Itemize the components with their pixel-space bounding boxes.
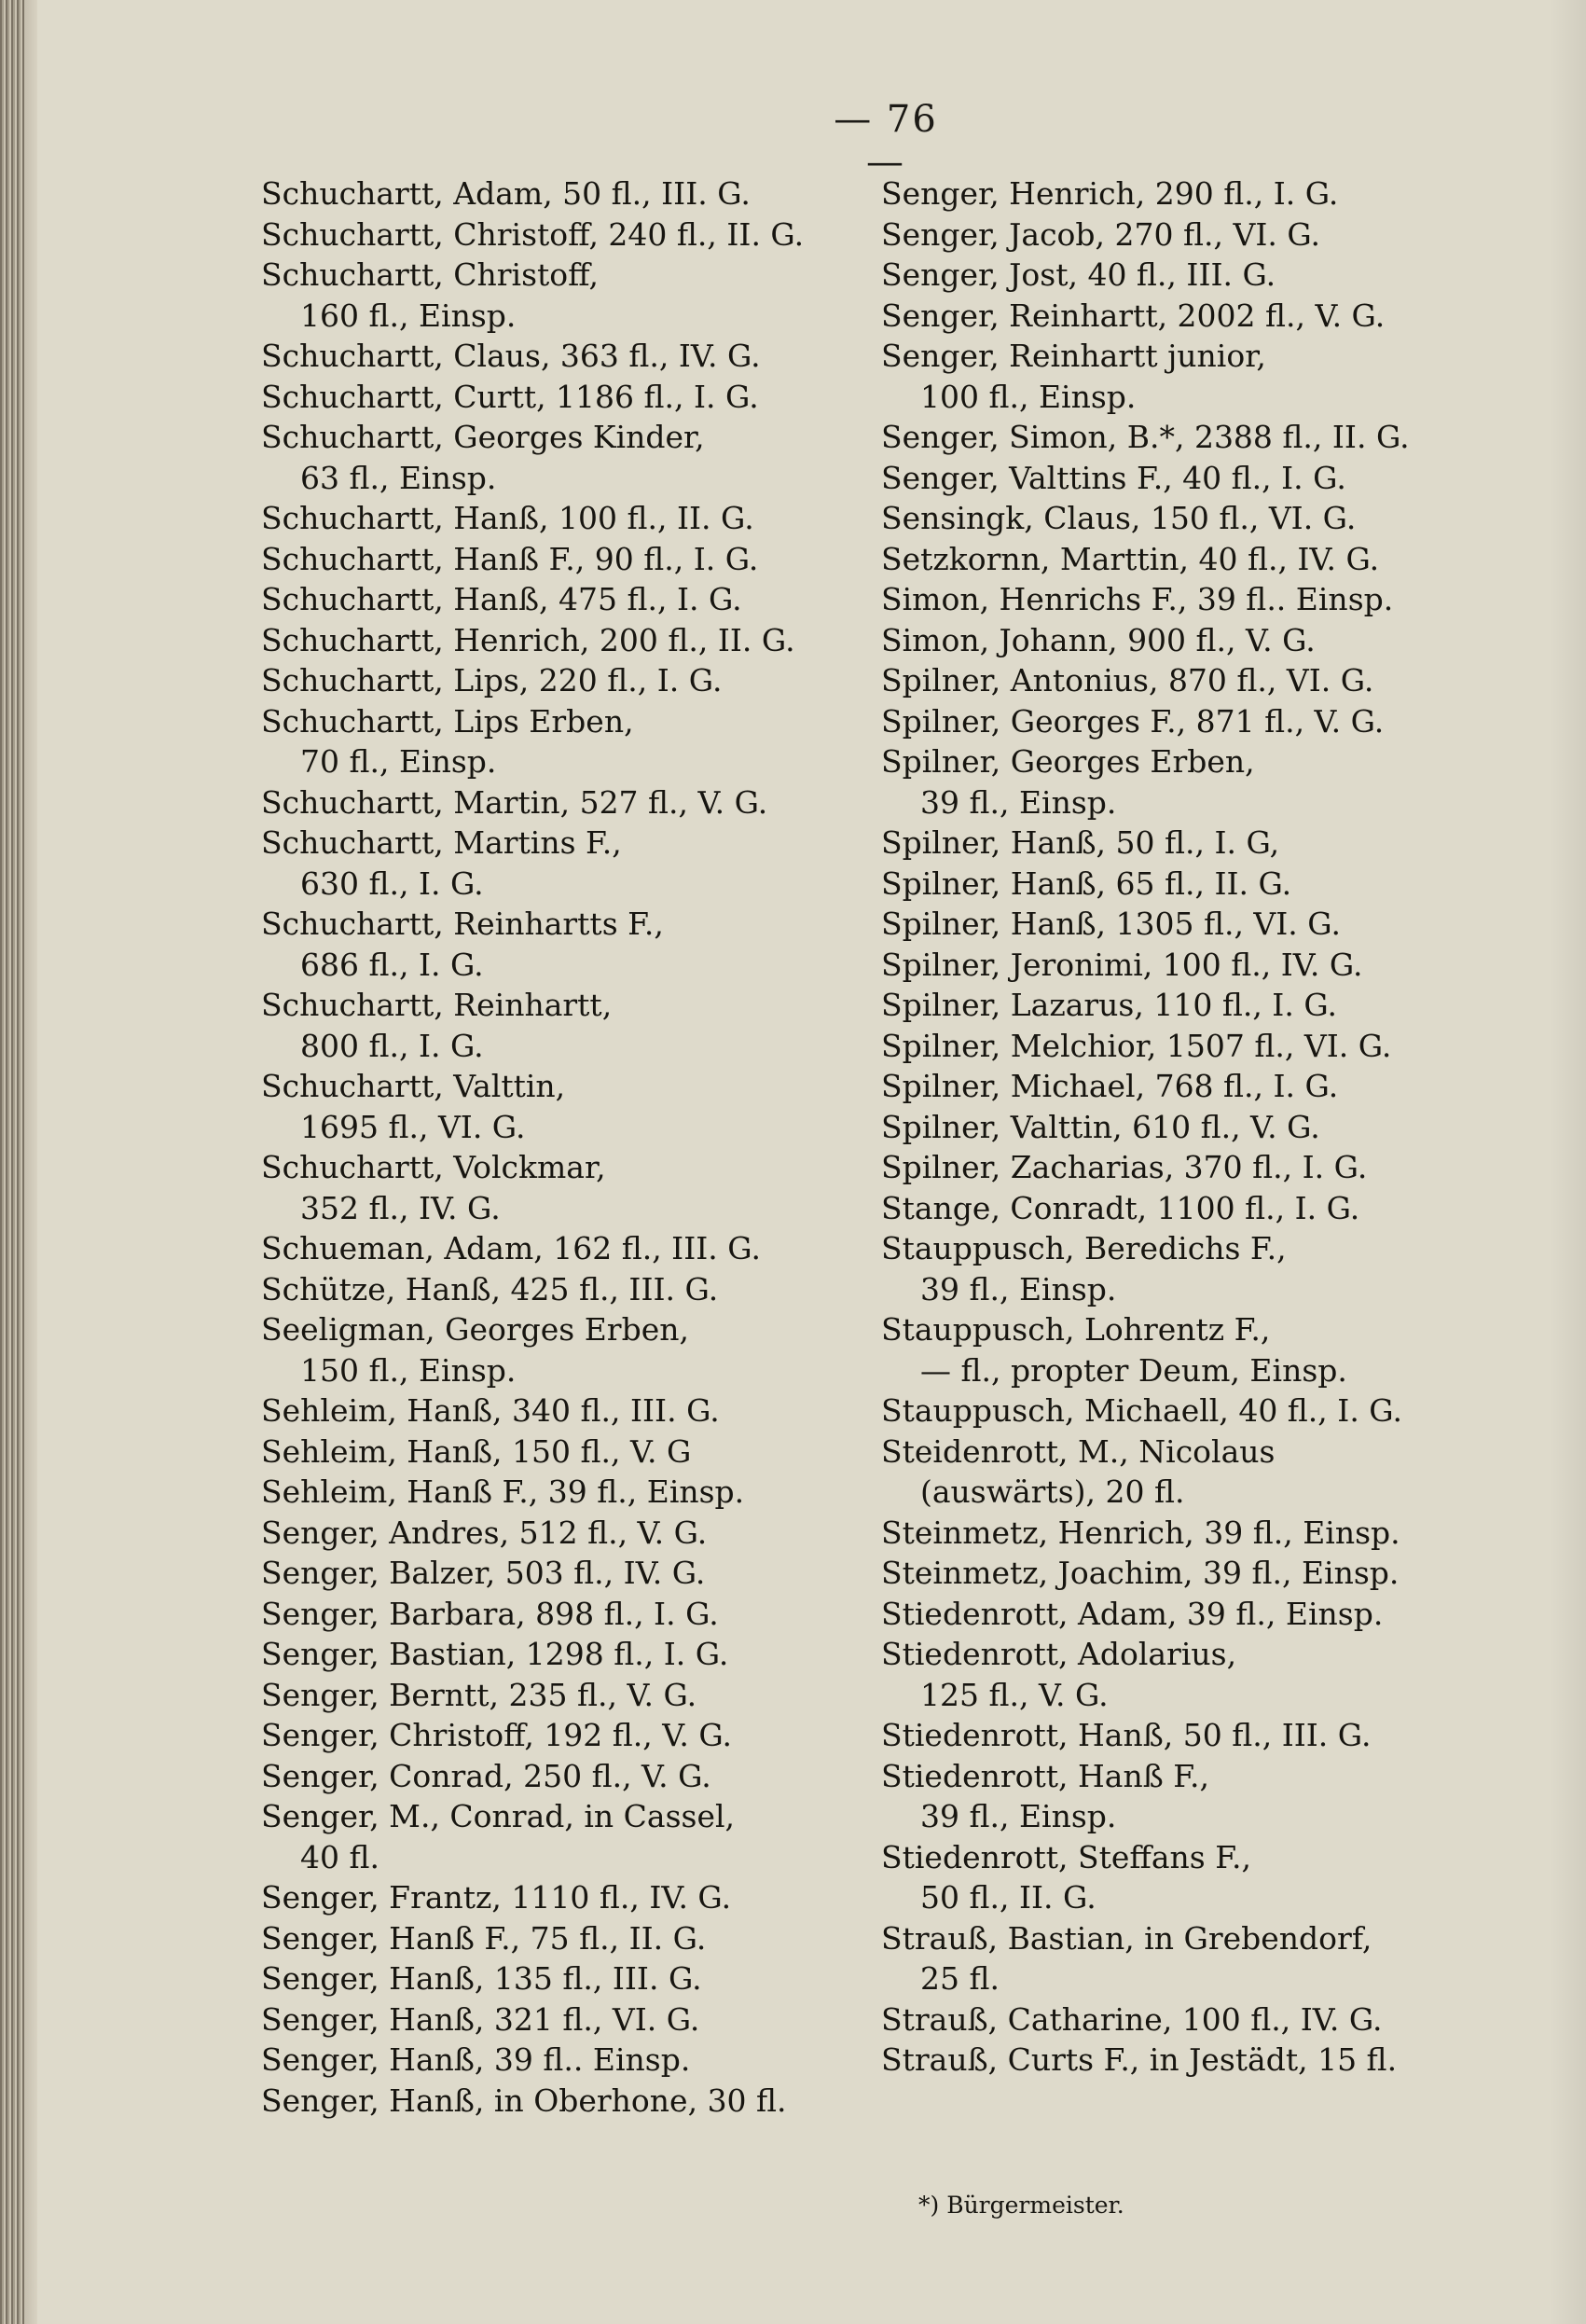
footnote: *) Bürgermeister. xyxy=(918,2192,1124,2219)
entry-continuation-line: 63 fl., Einsp. xyxy=(300,459,497,496)
entry-line: Senger, Reinhartt, 2002 fl., V. G. xyxy=(881,297,1386,334)
directory-entry xyxy=(261,701,858,782)
entry-line: Schuchartt, Christoff, 240 fl., II. G. xyxy=(261,215,805,253)
directory-entry xyxy=(261,1432,858,1473)
directory-entry xyxy=(261,377,858,418)
directory-entry xyxy=(261,1228,858,1269)
entry-line: Strauß, Bastian, in Grebendorf, xyxy=(881,1919,1372,1957)
entry-line: Schütze, Hanß, 425 fl., III. G. xyxy=(261,1270,719,1307)
directory-entry xyxy=(261,1999,858,2040)
directory-entry xyxy=(261,1634,858,1675)
entry-line: Spilner, Valttin, 610 fl., V. G. xyxy=(881,1108,1320,1145)
directory-entry xyxy=(261,1958,858,1999)
entry-line: Senger, Hanß, 39 fl.. Einsp. xyxy=(261,2041,691,2078)
entry-line: Senger, Christoff, 192 fl., V. G. xyxy=(261,1717,732,1753)
entry-line: Spilner, Hanß, 50 fl., I. G, xyxy=(881,824,1280,861)
directory-entry xyxy=(261,1513,858,1554)
entry-continuation-line: 125 fl., V. G. xyxy=(920,1676,1109,1713)
entry-line: Stiedenrott, Hanß F., xyxy=(881,1757,1209,1794)
entry-line: Senger, Barbara, 898 fl., I. G. xyxy=(261,1595,719,1632)
directory-entry xyxy=(261,1472,858,1513)
entry-continuation-line: 686 fl., I. G. xyxy=(300,946,484,983)
directory-entry xyxy=(881,1026,1496,1067)
directory-entry xyxy=(261,539,858,580)
directory-entry xyxy=(881,864,1496,905)
book-binding-edge xyxy=(0,0,24,2324)
entry-line: Schuchartt, Georges Kinder, xyxy=(261,419,705,455)
directory-entry xyxy=(881,255,1496,296)
entry-line: Senger, Hanß, 135 fl., III. G. xyxy=(261,1960,702,1997)
entry-continuation-line: — fl., propter Deum, Einsp. xyxy=(920,1351,1347,1389)
directory-entry xyxy=(261,620,858,661)
entry-line: Spilner, Michael, 768 fl., I. G. xyxy=(881,1068,1339,1104)
directory-entry xyxy=(881,2040,1496,2081)
entry-line: Senger, Simon, B.*, 2388 fl., II. G. xyxy=(881,419,1410,455)
entry-line: Senger, Andres, 512 fl., V. G. xyxy=(261,1514,708,1551)
directory-entry xyxy=(881,945,1496,986)
entry-line: Sehleim, Hanß F., 39 fl., Einsp. xyxy=(261,1473,745,1510)
entry-line: Spilner, Zacharias, 370 fl., I. G. xyxy=(881,1149,1368,1185)
directory-entry xyxy=(261,1877,858,1918)
directory-entry xyxy=(261,985,858,1066)
entry-line: Spilner, Hanß, 65 fl., II. G. xyxy=(881,865,1292,902)
entry-line: Stiedenrott, Adolarius, xyxy=(881,1636,1237,1672)
entry-line: Spilner, Georges Erben, xyxy=(881,743,1255,780)
directory-entry xyxy=(261,660,858,701)
directory-entry xyxy=(881,1147,1496,1188)
entry-line: Sehleim, Hanß, 150 fl., V. G xyxy=(261,1432,692,1470)
directory-entry xyxy=(261,1594,858,1635)
directory-entry xyxy=(881,296,1496,337)
directory-entry xyxy=(261,579,858,620)
entry-line: Schuchartt, Claus, 363 fl., IV. G. xyxy=(261,338,761,374)
directory-entry xyxy=(261,1147,858,1228)
entry-line: Schuchartt, Henrich, 200 fl., II. G. xyxy=(261,621,795,658)
entry-line: Senger, Bastian, 1298 fl., I. G. xyxy=(261,1636,729,1672)
directory-entry xyxy=(881,173,1496,214)
entry-line: Schuchartt, Curtt, 1186 fl., I. G. xyxy=(261,378,759,415)
directory-entry xyxy=(261,2040,858,2081)
entry-line: Stiedenrott, Adam, 39 fl., Einsp. xyxy=(881,1595,1384,1632)
entry-line: Stauppusch, Beredichs F., xyxy=(881,1230,1287,1266)
directory-entry xyxy=(881,741,1496,823)
left-column xyxy=(261,173,858,2121)
directory-entry xyxy=(881,498,1496,539)
entry-line: Schuchartt, Martin, 527 fl., V. G. xyxy=(261,783,768,821)
entry-line: Schuchartt, Valttin, xyxy=(261,1068,566,1104)
entry-line: Strauß, Curts F., in Jestädt, 15 fl. xyxy=(881,2041,1398,2078)
entry-line: Senger, Balzer, 503 fl., IV. G. xyxy=(261,1555,706,1591)
right-column xyxy=(881,173,1496,2081)
entry-continuation-line: 39 fl., Einsp. xyxy=(920,1270,1117,1307)
directory-entry xyxy=(881,1066,1496,1107)
page-shadow xyxy=(1549,0,1586,2324)
directory-entry xyxy=(881,701,1496,742)
directory-entry xyxy=(881,1594,1496,1635)
directory-entry xyxy=(881,985,1496,1026)
directory-entry xyxy=(261,823,858,904)
directory-entry xyxy=(881,417,1496,458)
directory-entry xyxy=(881,904,1496,945)
entry-continuation-line: 50 fl., II. G. xyxy=(920,1879,1096,1916)
entry-continuation-line: 40 fl. xyxy=(300,1838,379,1875)
entry-line: Simon, Johann, 900 fl., V. G. xyxy=(881,621,1316,658)
directory-entry xyxy=(261,255,858,336)
directory-entry xyxy=(881,336,1496,417)
entry-continuation-line: 70 fl., Einsp. xyxy=(300,743,497,780)
directory-entry xyxy=(881,458,1496,499)
directory-entry xyxy=(261,1756,858,1797)
entry-line: Senger, Conrad, 250 fl., V. G. xyxy=(261,1757,711,1794)
directory-entry xyxy=(881,1837,1496,1918)
entry-line: Steidenrott, M., Nicolaus xyxy=(881,1432,1276,1470)
entry-line: Spilner, Hanß, 1305 fl., VI. G. xyxy=(881,906,1341,942)
entry-line: Schuchartt, Reinhartt, xyxy=(261,987,613,1023)
directory-entry xyxy=(881,1390,1496,1432)
entry-continuation-line: (auswärts), 20 fl. xyxy=(920,1473,1185,1510)
entry-line: Schuchartt, Reinhartts F., xyxy=(261,906,664,942)
entry-line: Simon, Henrichs F., 39 fl.. Einsp. xyxy=(881,581,1394,617)
directory-entry xyxy=(261,1553,858,1594)
directory-entry xyxy=(881,1107,1496,1148)
page-number: — 76 — xyxy=(834,98,938,184)
directory-entry xyxy=(881,823,1496,864)
entry-line: Steinmetz, Joachim, 39 fl., Einsp. xyxy=(881,1555,1400,1591)
entry-continuation-line: 352 fl., IV. G. xyxy=(300,1189,501,1226)
directory-entry xyxy=(261,1066,858,1147)
entry-line: Spilner, Antonius, 870 fl., VI. G. xyxy=(881,662,1374,699)
entry-line: Spilner, Melchior, 1507 fl., VI. G. xyxy=(881,1027,1392,1064)
directory-entry xyxy=(881,1228,1496,1309)
entry-continuation-line: 39 fl., Einsp. xyxy=(920,1798,1117,1834)
directory-entry xyxy=(881,1715,1496,1756)
entry-line: Stiedenrott, Steffans F., xyxy=(881,1838,1251,1875)
directory-entry xyxy=(881,660,1496,701)
entry-continuation-line: 800 fl., I. G. xyxy=(300,1027,484,1064)
entry-line: Senger, Hanß, 321 fl., VI. G. xyxy=(261,2000,700,2038)
directory-entry xyxy=(261,1675,858,1716)
entry-line: Senger, Frantz, 1110 fl., IV. G. xyxy=(261,1879,732,1916)
entry-line: Senger, M., Conrad, in Cassel, xyxy=(261,1798,736,1834)
directory-entry xyxy=(881,1918,1496,1999)
entry-line: Schuchartt, Christoff, xyxy=(261,256,599,293)
entry-line: Senger, Reinhartt junior, xyxy=(881,338,1266,374)
directory-entry xyxy=(881,1553,1496,1594)
entry-continuation-line: 25 fl. xyxy=(920,1960,1000,1997)
directory-entry xyxy=(881,1432,1496,1513)
entry-line: Schuchartt, Hanß, 475 fl., I. G. xyxy=(261,581,742,617)
entry-line: Senger, Hanß, in Oberhone, 30 fl. xyxy=(261,2082,787,2119)
directory-entry xyxy=(261,417,858,498)
entry-line: Spilner, Georges F., 871 fl., V. G. xyxy=(881,702,1385,740)
entry-line: Stiedenrott, Hanß, 50 fl., III. G. xyxy=(881,1717,1372,1753)
entry-continuation-line: 160 fl., Einsp. xyxy=(300,297,517,334)
entry-line: Setzkornn, Marttin, 40 fl., IV. G. xyxy=(881,540,1380,577)
entry-line: Schuchartt, Adam, 50 fl., III. G. xyxy=(261,175,751,212)
entry-line: Seeligman, Georges Erben, xyxy=(261,1311,689,1348)
directory-entry xyxy=(261,2081,858,2122)
entry-line: Senger, Henrich, 290 fl., I. G. xyxy=(881,175,1339,212)
directory-entry xyxy=(881,1188,1496,1229)
directory-entry xyxy=(261,336,858,377)
entry-line: Schuchartt, Martins F., xyxy=(261,824,622,861)
entry-line: Schuchartt, Hanß F., 90 fl., I. G. xyxy=(261,540,759,577)
directory-entry xyxy=(881,620,1496,661)
directory-entry xyxy=(261,1269,858,1310)
entry-line: Senger, Hanß F., 75 fl., II. G. xyxy=(261,1919,707,1957)
directory-entry xyxy=(881,539,1496,580)
directory-entry xyxy=(261,498,858,539)
entry-continuation-line: 100 fl., Einsp. xyxy=(920,378,1137,415)
directory-entry xyxy=(261,1918,858,1959)
entry-line: Schueman, Adam, 162 fl., III. G. xyxy=(261,1230,761,1266)
entry-line: Strauß, Catharine, 100 fl., IV. G. xyxy=(881,2000,1383,2038)
directory-entry xyxy=(261,1390,858,1432)
entry-line: Senger, Valttins F., 40 fl., I. G. xyxy=(881,459,1346,496)
directory-entry xyxy=(261,1715,858,1756)
entry-continuation-line: 630 fl., I. G. xyxy=(300,865,484,902)
entry-line: Stange, Conradt, 1100 fl., I. G. xyxy=(881,1189,1360,1226)
entry-line: Senger, Jacob, 270 fl., VI. G. xyxy=(881,215,1321,253)
entry-line: Spilner, Jeronimi, 100 fl., IV. G. xyxy=(881,946,1363,983)
directory-entry xyxy=(881,1999,1496,2040)
directory-entry xyxy=(261,1796,858,1877)
entry-continuation-line: 150 fl., Einsp. xyxy=(300,1351,517,1389)
entry-line: Senger, Berntt, 235 fl., V. G. xyxy=(261,1676,697,1713)
directory-entry xyxy=(881,1309,1496,1390)
entry-continuation-line: 1695 fl., VI. G. xyxy=(300,1108,526,1145)
directory-entry xyxy=(881,214,1496,256)
directory-entry xyxy=(261,1309,858,1390)
directory-entry xyxy=(881,579,1496,620)
directory-entry xyxy=(261,173,858,214)
entry-line: Stauppusch, Michaell, 40 fl., I. G. xyxy=(881,1392,1402,1429)
entry-line: Schuchartt, Hanß, 100 fl., II. G. xyxy=(261,500,754,536)
entry-line: Stauppusch, Lohrentz F., xyxy=(881,1311,1271,1348)
directory-entry xyxy=(881,1513,1496,1554)
directory-entry xyxy=(261,904,858,985)
entry-line: Steinmetz, Henrich, 39 fl., Einsp. xyxy=(881,1514,1400,1551)
entry-line: Spilner, Lazarus, 110 fl., I. G. xyxy=(881,987,1337,1023)
entry-line: Sensingk, Claus, 150 fl., VI. G. xyxy=(881,500,1357,536)
entry-line: Schuchartt, Lips Erben, xyxy=(261,702,634,740)
directory-entry xyxy=(261,782,858,823)
directory-entry xyxy=(881,1756,1496,1837)
entry-line: Sehleim, Hanß, 340 fl., III. G. xyxy=(261,1392,720,1429)
entry-line: Schuchartt, Volckmar, xyxy=(261,1149,606,1185)
directory-entry xyxy=(261,214,858,256)
entry-continuation-line: 39 fl., Einsp. xyxy=(920,783,1117,821)
directory-entry xyxy=(881,1634,1496,1715)
entry-line: Senger, Jost, 40 fl., III. G. xyxy=(881,256,1276,293)
entry-line: Schuchartt, Lips, 220 fl., I. G. xyxy=(261,662,723,699)
